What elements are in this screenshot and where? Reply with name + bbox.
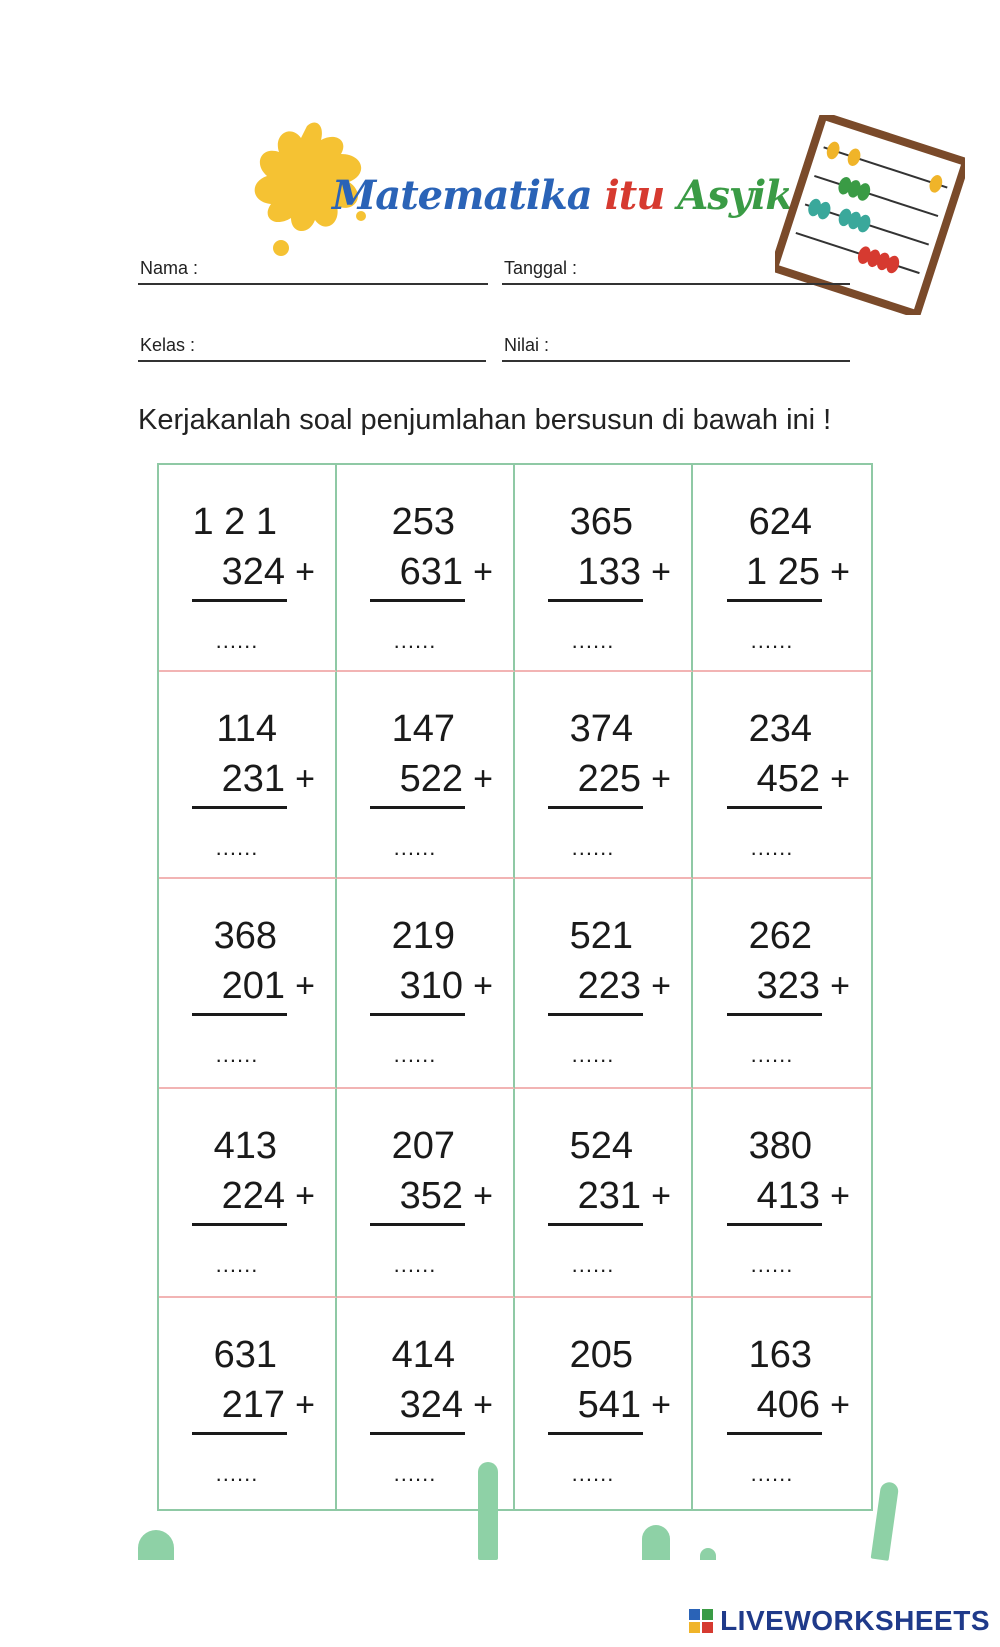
addition-problem	[722, 911, 850, 1068]
answer-blank[interactable]: ......	[215, 835, 259, 860]
addition-problem	[722, 497, 850, 654]
second-addend: 201	[221, 965, 285, 1007]
first-addend: 234	[748, 708, 812, 750]
plus-sign: +	[651, 967, 671, 1005]
first-addend: 521	[569, 915, 633, 957]
sum-line	[192, 806, 287, 809]
second-addend: 413	[756, 1175, 820, 1217]
first-addend: 413	[213, 1125, 277, 1167]
addition-problem	[543, 497, 671, 654]
nama-field[interactable]	[138, 255, 488, 285]
second-addend: 452	[756, 758, 820, 800]
addition-problem	[365, 911, 493, 1068]
problem-cell	[159, 1089, 337, 1298]
answer-blank[interactable]: ......	[571, 628, 615, 653]
first-addend: 368	[213, 915, 277, 957]
second-addend: 406	[756, 1384, 820, 1426]
problem-cell	[515, 1298, 693, 1509]
addition-problem	[187, 704, 315, 861]
first-addend: 631	[213, 1334, 277, 1376]
plus-sign: +	[651, 553, 671, 591]
answer-blank[interactable]: ......	[571, 835, 615, 860]
footer-brand-text: LIVEWORKSHEETS	[720, 1605, 990, 1636]
tanggal-field[interactable]	[502, 255, 850, 285]
sum-line	[548, 1432, 643, 1435]
first-addend: 624	[748, 501, 812, 543]
plus-sign: +	[473, 760, 493, 798]
first-addend: 262	[748, 915, 812, 957]
sum-line	[548, 806, 643, 809]
plus-sign: +	[830, 1386, 850, 1424]
sum-line	[192, 599, 287, 602]
problem-cell	[693, 672, 871, 879]
problem-cell	[515, 1089, 693, 1298]
sum-line	[192, 1013, 287, 1016]
liveworksheets-logo-icon	[688, 1608, 714, 1634]
kelas-field[interactable]	[138, 332, 486, 362]
problem-cell	[159, 465, 337, 672]
first-addend: 374	[569, 708, 633, 750]
plus-sign: +	[830, 760, 850, 798]
plus-sign: +	[830, 1177, 850, 1215]
plus-sign: +	[295, 1386, 315, 1424]
addition-problem	[722, 1121, 850, 1278]
worksheet-title	[332, 172, 792, 219]
problem-cell	[159, 672, 337, 879]
problem-cell	[693, 879, 871, 1089]
first-addend: 147	[391, 708, 455, 750]
answer-blank[interactable]: ......	[750, 1252, 794, 1277]
sum-line	[727, 1432, 822, 1435]
problem-cell	[337, 465, 515, 672]
sum-line	[727, 1013, 822, 1016]
decor-leaf-right-small	[642, 1525, 670, 1560]
second-addend: 1 25	[746, 551, 820, 593]
second-addend: 352	[399, 1175, 463, 1217]
problem-cell	[337, 672, 515, 879]
addition-problem	[543, 1121, 671, 1278]
addition-problem	[365, 704, 493, 861]
decor-leaf-center	[478, 1462, 498, 1560]
nama-label: Nama :	[140, 258, 199, 278]
first-addend: 365	[569, 501, 633, 543]
kelas-label: Kelas :	[140, 335, 196, 355]
first-addend: 207	[391, 1125, 455, 1167]
plus-sign: +	[473, 1177, 493, 1215]
first-addend: 1 2 1	[192, 501, 277, 543]
first-addend: 253	[391, 501, 455, 543]
nilai-field[interactable]	[502, 332, 850, 362]
plus-sign: +	[830, 553, 850, 591]
second-addend: 133	[577, 551, 641, 593]
sum-line	[370, 599, 465, 602]
second-addend: 224	[221, 1175, 285, 1217]
problem-cell	[693, 465, 871, 672]
plus-sign: +	[295, 553, 315, 591]
plus-sign: +	[295, 1177, 315, 1215]
second-addend: 324	[399, 1384, 463, 1426]
second-addend: 231	[577, 1175, 641, 1217]
first-addend: 114	[216, 708, 277, 750]
sum-line	[370, 1223, 465, 1226]
addition-problem	[187, 911, 315, 1068]
second-addend: 324	[221, 551, 285, 593]
answer-blank[interactable]: ......	[571, 1461, 615, 1486]
abacus-icon	[775, 115, 965, 315]
second-addend: 541	[577, 1384, 641, 1426]
sum-line	[548, 599, 643, 602]
plus-sign: +	[473, 553, 493, 591]
answer-blank[interactable]: ......	[215, 1252, 259, 1277]
sum-line	[192, 1432, 287, 1435]
first-addend: 524	[569, 1125, 633, 1167]
problem-cell	[337, 879, 515, 1089]
tanggal-label: Tanggal :	[504, 258, 578, 278]
addition-problem	[365, 1330, 493, 1487]
problem-cell	[159, 879, 337, 1089]
decor-leaf-left	[138, 1530, 174, 1560]
instruction-text: Kerjakanlah soal penjumlahan bersusun di bawah ini !	[138, 404, 832, 436]
addition-problem	[543, 911, 671, 1068]
problem-cell	[159, 1298, 337, 1509]
nilai-label: Nilai :	[504, 335, 550, 355]
second-addend: 522	[399, 758, 463, 800]
problem-cell	[515, 672, 693, 879]
addition-problem	[187, 1330, 315, 1487]
first-addend: 205	[569, 1334, 633, 1376]
answer-blank[interactable]: ......	[571, 1252, 615, 1277]
title-word-itu: itu	[604, 172, 665, 219]
sum-line	[548, 1013, 643, 1016]
addition-problem	[365, 1121, 493, 1278]
answer-blank[interactable]: ......	[750, 1461, 794, 1486]
answer-blank[interactable]: ......	[393, 628, 437, 653]
addition-problem	[187, 497, 315, 654]
problem-cell	[515, 465, 693, 672]
plus-sign: +	[651, 1177, 671, 1215]
addition-problem	[187, 1121, 315, 1278]
second-addend: 323	[756, 965, 820, 1007]
decor-leaf-right-dot	[700, 1548, 716, 1560]
first-addend: 380	[748, 1125, 812, 1167]
second-addend: 225	[577, 758, 641, 800]
answer-blank[interactable]: ......	[215, 1042, 259, 1067]
problem-cell	[337, 1089, 515, 1298]
problem-cell	[693, 1089, 871, 1298]
answer-blank[interactable]: ......	[215, 628, 259, 653]
first-addend: 414	[391, 1334, 455, 1376]
second-addend: 217	[221, 1384, 285, 1426]
problem-grid	[157, 463, 873, 1511]
second-addend: 223	[577, 965, 641, 1007]
title-word-asyik: Asyik	[677, 172, 793, 219]
sum-line	[370, 1013, 465, 1016]
answer-blank[interactable]: ......	[393, 835, 437, 860]
plus-sign: +	[651, 1386, 671, 1424]
sum-line	[727, 1223, 822, 1226]
first-addend: 219	[391, 915, 455, 957]
footer-brand[interactable]	[688, 1605, 990, 1637]
answer-blank[interactable]: ......	[750, 628, 794, 653]
title-word-matematika: Matematika	[332, 172, 592, 219]
answer-blank[interactable]: ......	[215, 1461, 259, 1486]
sum-line	[727, 599, 822, 602]
addition-problem	[543, 1330, 671, 1487]
addition-problem	[543, 704, 671, 861]
problem-cell	[515, 879, 693, 1089]
plus-sign: +	[651, 760, 671, 798]
plus-sign: +	[295, 760, 315, 798]
second-addend: 310	[399, 965, 463, 1007]
sum-line	[370, 1432, 465, 1435]
plus-sign: +	[295, 967, 315, 1005]
sum-line	[727, 806, 822, 809]
answer-blank[interactable]: ......	[750, 1042, 794, 1067]
second-addend: 631	[399, 551, 463, 593]
answer-blank[interactable]: ......	[393, 1252, 437, 1277]
answer-blank[interactable]: ......	[393, 1042, 437, 1067]
decor-leaf-far-right	[871, 1481, 900, 1561]
plus-sign: +	[473, 1386, 493, 1424]
addition-problem	[722, 1330, 850, 1487]
answer-blank[interactable]: ......	[393, 1461, 437, 1486]
addition-problem	[365, 497, 493, 654]
addition-problem	[722, 704, 850, 861]
plus-sign: +	[473, 967, 493, 1005]
first-addend: 163	[748, 1334, 812, 1376]
problem-cell	[693, 1298, 871, 1509]
second-addend: 231	[221, 758, 285, 800]
sum-line	[548, 1223, 643, 1226]
answer-blank[interactable]: ......	[571, 1042, 615, 1067]
sum-line	[370, 806, 465, 809]
plus-sign: +	[830, 967, 850, 1005]
answer-blank[interactable]: ......	[750, 835, 794, 860]
sum-line	[192, 1223, 287, 1226]
